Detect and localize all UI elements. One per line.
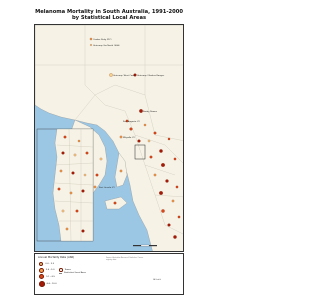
legend-other	[59, 272, 86, 274]
sla-marker	[154, 132, 157, 135]
sla-marker	[176, 186, 178, 188]
sla-marker	[120, 136, 122, 138]
sla-marker	[94, 186, 96, 188]
legend-label: 6.6 - 10.0	[46, 282, 57, 285]
sla-marker	[161, 163, 165, 167]
legend-swatch	[39, 268, 44, 273]
map-label: Unincorp. Far North (SLA)	[93, 45, 120, 47]
legend-label: Statistical Local Area	[64, 272, 86, 274]
sla-marker	[120, 170, 122, 172]
scale-bar	[133, 245, 157, 246]
sla-marker	[114, 202, 117, 205]
map-label: Unincorp. Flinders Ranges	[137, 75, 165, 77]
sla-marker	[166, 180, 169, 183]
sla-marker	[178, 216, 180, 218]
sla-marker	[150, 156, 153, 159]
map-frame	[34, 24, 184, 252]
legend-class	[39, 268, 54, 273]
logo: SA Health	[153, 280, 161, 281]
sla-marker	[154, 174, 156, 176]
legend-title: Annual Mortality Rate (ASR)	[38, 256, 75, 259]
legend-label: 0.0 - 3.5	[45, 263, 55, 266]
legend-class	[39, 262, 54, 266]
map-label: Whyalla (C)	[123, 137, 136, 139]
sla-marker	[96, 174, 99, 177]
sla-marker	[174, 158, 176, 160]
subtitle-text: by Statistical Local Areas	[71, 15, 147, 21]
legend-label: 3.6 - 5.0	[45, 269, 55, 272]
sla-marker	[172, 200, 174, 202]
legend-swatch	[39, 274, 44, 279]
map-label: Port Augusta (C)	[123, 121, 141, 123]
sla-marker	[130, 128, 133, 131]
source-notes: Source: Australian Bureau of Statistics, Cancer registry data.	[106, 258, 144, 262]
sla-marker	[100, 158, 102, 160]
title-text: Melanoma Mortality in South Australia, 1991-2000	[35, 9, 183, 15]
sla-marker	[168, 224, 171, 227]
legend-swatch	[39, 262, 43, 266]
map-label: Roxby Downs	[143, 111, 157, 113]
legend-panel	[34, 253, 184, 295]
sla-marker	[138, 140, 141, 143]
sla-marker	[159, 149, 162, 152]
sla-marker	[173, 235, 176, 238]
map-label: Coober Pedy (DC)	[93, 39, 112, 41]
south-australia-map	[35, 25, 184, 252]
legend-label: Towns	[64, 268, 71, 271]
map-title	[34, 9, 184, 21]
legend-label: 5.1 - 6.5	[46, 275, 55, 278]
legend-class	[39, 274, 55, 279]
metro-inset	[37, 129, 93, 241]
sla-marker	[148, 140, 150, 142]
map-label: Unincorp. West Coast	[113, 75, 136, 77]
sla-marker	[159, 191, 163, 195]
sla-marker	[161, 209, 164, 212]
sla-marker	[144, 124, 146, 126]
map-label: Port Lincoln (C)	[99, 187, 115, 189]
sla-marker	[168, 138, 170, 140]
legend-class	[39, 281, 57, 287]
legend-swatch	[39, 281, 45, 287]
